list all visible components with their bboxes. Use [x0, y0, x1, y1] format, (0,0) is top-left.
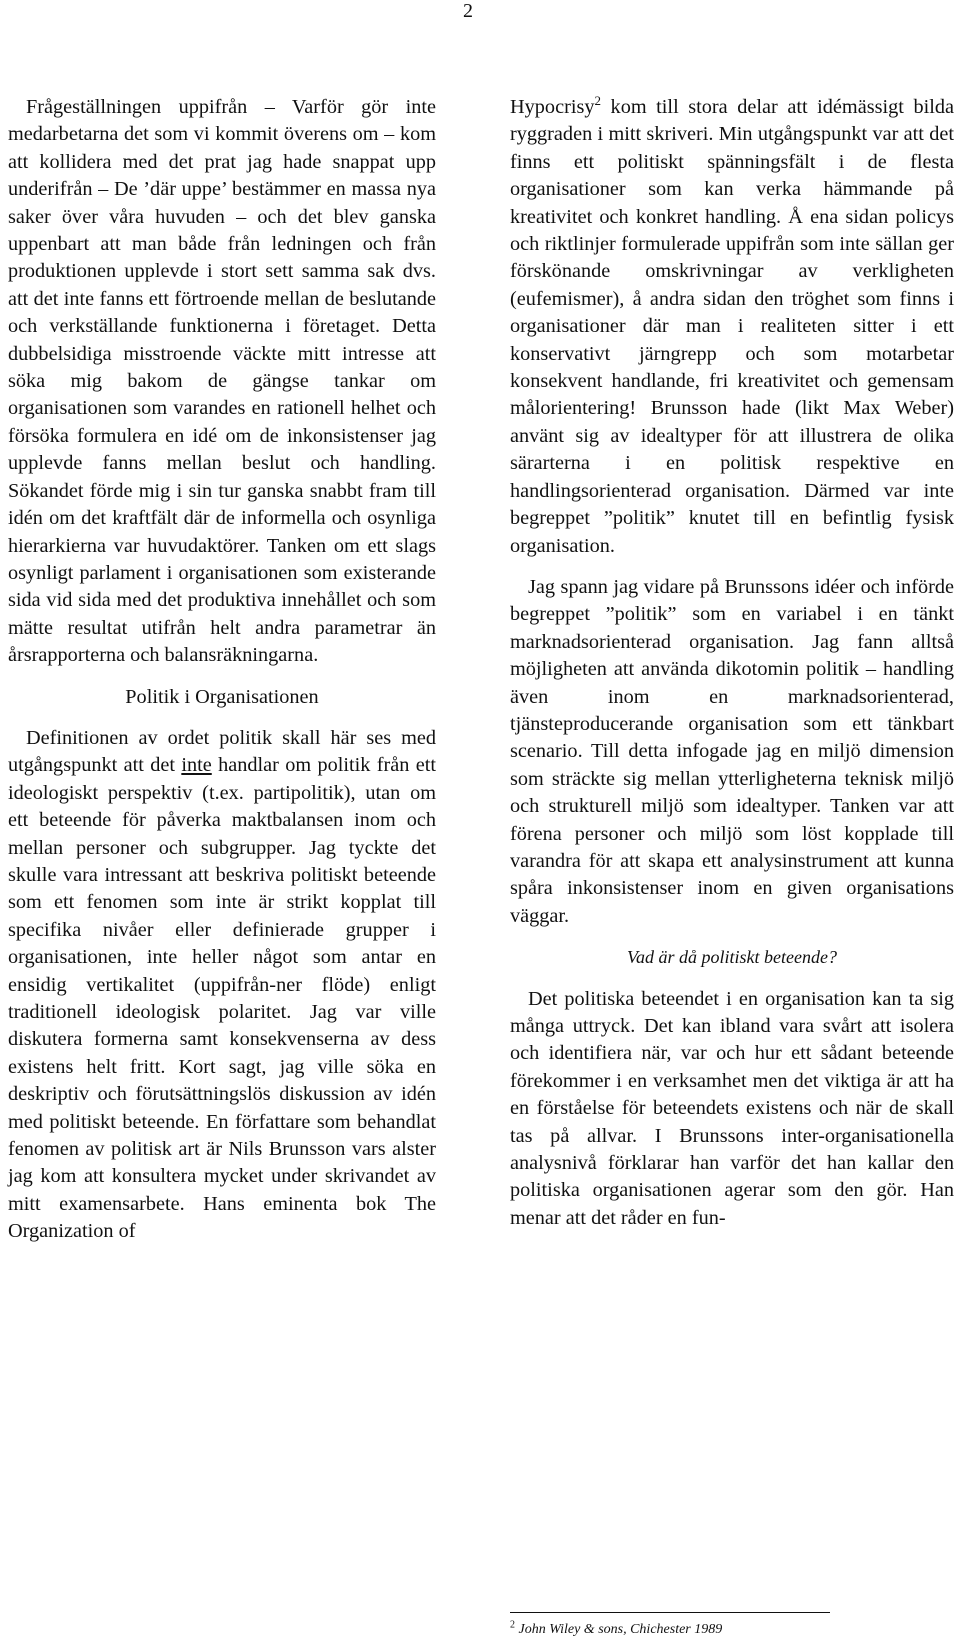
footnote-divider	[510, 1612, 830, 1613]
right-paragraph-1-text: kom till stora delar att idémässigt bilda ryggraden i mitt skriveri. Min utgångspunkt var att det finns ett politiskt spänningsfält i de flesta organisationer som kan verka hämmande på kreativitet och konkret handling. Å ena sidan policys och riktlinjer formulerade uppifrån som inte sällan ger förskönande omskrivningar av verkligheten (eufemismer), å andra sidan den tröghet som finns i organisationer där man i realiteten sitter i ett konservativt järngrepp och som motarbetar konsekvent handlande, fri kreativitet och gemensam målorientering! Brunsson hade (likt Max Weber) använt sig av idealtyper för att illustrera de olika särarterna i en politisk respektive en handlingsorienterad organisation. Därmed var inte begreppet ”politik” knutet till en befintlig fysisk organisation.	[510, 96, 954, 557]
section-heading-beteende: Vad är då politiskt beteende?	[627, 947, 837, 968]
right-paragraph-2: Jag spann jag vidare på Brunssons idéer och införde begreppet ”politik” som en variabel i en tänkt marknadsorienterad organisation. Jag fann alltså möjligheten att använda dikotomin politik – handling även inom en marknadsorienterad, tjänsteproducerande organisation som ett tänkbart scenario. Till detta infogade jag en miljö dimension som sträckte sig mellan ytterligheterna teknisk miljö och strukturell miljö som idealtyper. Tanken var att förena personer och miljö som löst kopplade till varandra för att skapa ett analysinstrument att kunna spåra inkonsistenser inom en given organisations väggar.	[510, 575, 954, 927]
right-paragraph-3: Det politiska beteendet i en organisation kan ta sig många uttryck. Det kan ibland vara svårt att isolera och identifiera när, var och hur ett sådant beteende förekommer i en verksamhet men det viktiga är att ha en förståelse för beteendets existens och när de skall tas på allvar. I Brunssons inter-organisationella analysnivå förklarar han varför det han kallar den politiska organisationen agerar som den gör. Han menar att det råder en fun-	[510, 987, 954, 1229]
footnote-reference: 2	[594, 93, 601, 109]
footnote-mark: 2	[510, 1619, 515, 1631]
section-heading-politik: Politik i Organisationen	[125, 685, 319, 708]
left-paragraph-2	[8, 725, 436, 1246]
book-title-end: Hypocrisy	[510, 96, 595, 118]
right-column	[510, 94, 954, 1232]
left-paragraph-1: Frågeställningen uppifrån – Varför gör inte medarbetarna det som vi kommit överens om – kom att kollidera med det prat jag hade snappat upp underifrån – De ’där uppe’ bestämmer en massa nya saker över våra huvuden – och det blev ganska uppenbart att man både från ledningen och från produktionen upplevde i stort sett samma sak dvs. att det inte fanns ett förtroende mellan de beslutande och verkställande funktionerna i företaget. Detta dubbelsidiga misstroende väckte mitt intresse att söka mig bakom de gängse tankar om organisationen som varandes en rationell helhet och försöka formulera en idé om de inkonsistenser jag upplevde fanns mellan beslut och handling. Sökandet förde mig i sin tur ganska snabbt fram till idén om det kraftfält där de informella och osynliga hierarkierna var huvudaktörer. Tanken om ett slags osynligt parlament i organisationen som existerande sida vid sida med det produktiva innehållet och som mätte resultat utifrån helt andra parametrar än årsrapporterna och balansräkningarna.	[8, 96, 436, 667]
right-paragraph-1	[510, 94, 954, 560]
para2-text-before: Definitionen av ordet politik skall här ses med utgångspunkt att det	[8, 726, 436, 777]
page-number: 2	[463, 0, 473, 22]
underlined-word: inte	[181, 754, 212, 777]
footnote-text: John Wiley & sons, Chichester 1989	[518, 1622, 723, 1637]
footnote	[510, 1619, 723, 1638]
para2-text-after: handlar om politik från ett ideologiskt perspektiv (t.ex. partipolitik), utan om ett beteende för påverka maktbalansen inom och mellan personer och subgrupper. Jag tyckte det skulle vara intressant att beskriva politiskt beteende som ett fenomen som inte är strikt kopplat till specifika nivåer eller definierade grupper i organisationen, inte heller något som antar en ensidig vertikalitet (uppifrån-ner flöde) enligt traditionell ideologisk polaritet. Jag var ville diskutera formerna samt konsekvenserna av dess existens helt fritt. Kort sagt, jag ville söka en deskriptiv och förutsättningslös diskussion av idén med politiskt beteende. En författare som behandlat fenomen av politisk art är Nils Brunsson vars alster jag kom att konsultera mycket under skrivandet av mitt examensarbete. Hans eminenta bok The Organization of	[8, 754, 436, 1243]
left-column	[8, 94, 436, 1246]
